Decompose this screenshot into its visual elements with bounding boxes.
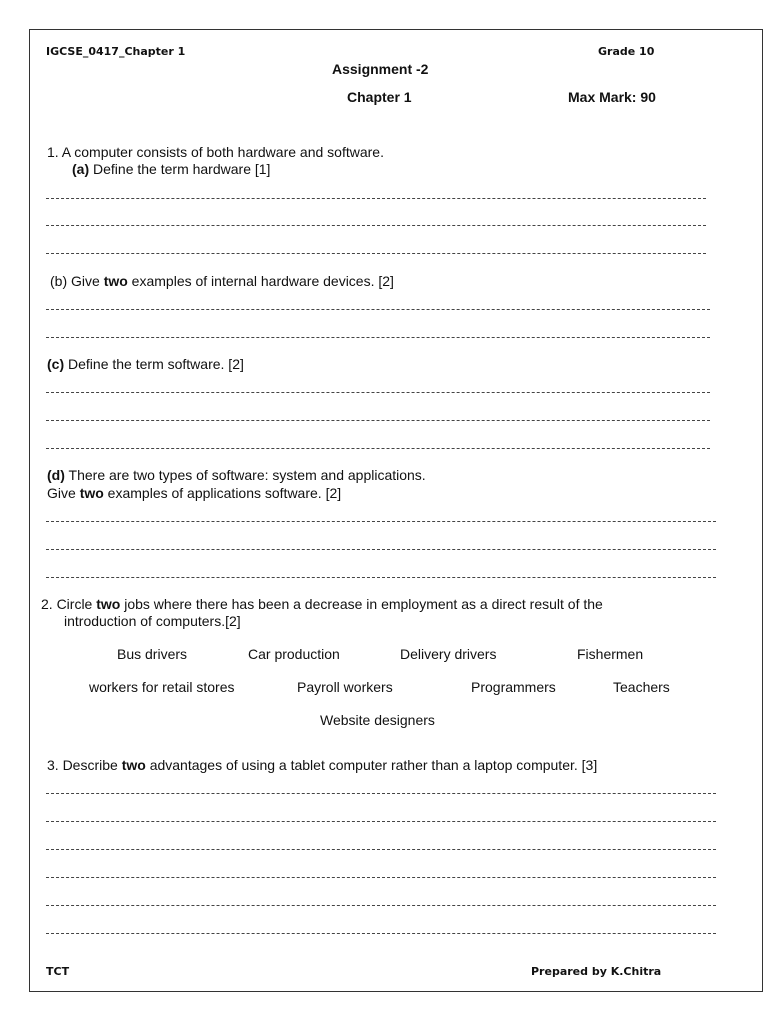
answer-line [46, 849, 716, 850]
q1c-text: Define the term software. [2] [64, 356, 244, 372]
q1b-prompt [50, 273, 394, 289]
answer-line [46, 448, 710, 449]
q2-emphasis: two [96, 596, 121, 612]
answer-line [46, 392, 710, 393]
footer-author: Prepared by K.Chitra [531, 965, 662, 978]
answer-line [46, 225, 706, 226]
answer-line [46, 877, 716, 878]
job-choice: workers for retail stores [89, 679, 235, 695]
q1d-text: There are two types of software: system and applications. [64, 467, 426, 483]
q1d-prompt-line2 [47, 485, 341, 501]
answer-line [46, 198, 706, 199]
q1b-text-pre: (b) Give [50, 273, 104, 289]
answer-line [46, 905, 716, 906]
answer-line [46, 933, 716, 934]
q1b-text-post: examples of internal hardware devices. [2] [127, 273, 394, 289]
q1d-emphasis: two [79, 485, 104, 501]
job-choice: Car production [248, 646, 340, 662]
q1c-label: (c) [47, 356, 65, 372]
job-choice: Teachers [613, 679, 670, 695]
q3-text-pre: 3. Describe [47, 757, 122, 773]
job-choice: Website designers [320, 712, 435, 728]
job-choice: Delivery drivers [400, 646, 497, 662]
answer-line [46, 337, 710, 338]
job-choice: Fishermen [577, 646, 644, 662]
answer-line [46, 253, 706, 254]
q1d-prompt [47, 467, 426, 483]
q2-text-post: jobs where there has been a decrease in employment as a direct result of the [120, 596, 603, 612]
course-code: IGCSE_0417_Chapter 1 [46, 45, 186, 58]
q1-stem: 1. A computer consists of both hardware and software. [47, 144, 384, 160]
q1a-label: (a) [72, 161, 90, 177]
answer-line [46, 821, 716, 822]
grade-label: Grade 10 [598, 45, 655, 58]
answer-line [46, 521, 716, 522]
q1a-prompt [72, 161, 270, 177]
q2-prompt [41, 596, 603, 612]
assignment-title: Assignment -2 [332, 61, 429, 77]
max-mark: Max Mark: 90 [568, 89, 656, 105]
job-choice: Programmers [471, 679, 556, 695]
chapter-title: Chapter 1 [347, 89, 412, 105]
q2-prompt-line2: introduction of computers.[2] [64, 613, 241, 629]
answer-line [46, 793, 716, 794]
q1d-label: (d) [47, 467, 65, 483]
job-choice: Payroll workers [297, 679, 393, 695]
q1c-prompt [47, 356, 244, 372]
answer-line [46, 577, 716, 578]
q1d-text-post: examples of applications software. [2] [103, 485, 342, 501]
q3-prompt [47, 757, 597, 773]
footer-left: TCT [46, 965, 70, 978]
q3-text-post: advantages of using a tablet computer rather than a laptop computer. [3] [145, 757, 598, 773]
answer-line [46, 309, 710, 310]
q1b-emphasis: two [103, 273, 128, 289]
q3-emphasis: two [121, 757, 146, 773]
q1a-text: Define the term hardware [1] [89, 161, 271, 177]
answer-line [46, 549, 716, 550]
answer-line [46, 420, 710, 421]
q1d-text-pre: Give [47, 485, 80, 501]
job-choice: Bus drivers [117, 646, 188, 662]
q2-text-pre: 2. Circle [41, 596, 97, 612]
